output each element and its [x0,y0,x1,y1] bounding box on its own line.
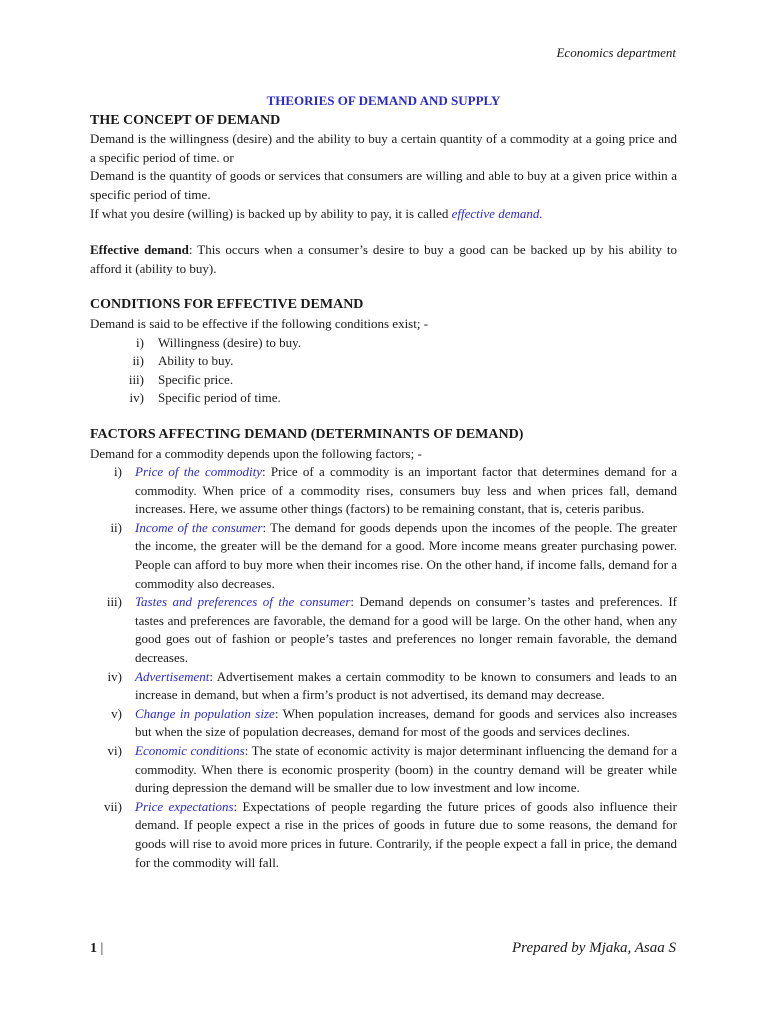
concept-effective-prefix: If what you desire (willing) is backed up by ability to pay, it is called [90,205,452,221]
list-item-text: Ability to buy. [158,353,234,369]
page-number-separator: | [97,941,104,956]
factors-intro: Demand for a commodity depends upon the following factors; - [90,445,422,461]
factor-item [90,463,677,519]
list-item-text: Willingness (desire) to buy. [158,334,302,350]
factor-number: iv) [107,668,122,684]
list-item-number: iv) [129,390,144,406]
list-item [90,352,677,371]
factor-number: ii) [110,519,122,535]
effective-demand-bold: Effective demand [90,242,189,258]
conditions-list [90,334,677,408]
effective-demand-term: effective demand. [451,205,543,221]
document-body [90,92,677,872]
list-item-number: ii) [132,353,144,369]
concept-effective-line [90,205,677,224]
factor-description: : Expectations of people regarding the future prices of goods also influence their demand. If people expect a rise in the prices of goods in future due to some reasons, the demand for goods will rise to avoid more prices in future. Contrarily, if the people expect a fall in price, the demand for the commodity will fall. [135,798,677,870]
factor-item [90,742,677,798]
list-item-text: Specific period of time. [158,390,281,406]
factor-item [90,593,677,667]
factor-description: : When population increases, demand for goods and services also increases but when the size of population decreases, demand for most of the goods and services declines. [135,705,678,740]
concept-definition-1: Demand is the willingness (desire) and the ability to buy a certain quantity of a commodity at a going price and a specific period of time. or [90,131,677,165]
effective-demand-paragraph [90,241,677,278]
factor-term: Price of the commodity [135,464,262,480]
document-title: THEORIES OF DEMAND AND SUPPLY [266,93,501,108]
factor-item [90,519,677,593]
list-item [90,334,677,353]
list-item-number: iii) [128,371,144,387]
factor-text [135,742,677,798]
header-department: Economics department [556,45,676,60]
factor-term: Advertisement [135,668,210,684]
factor-number: v) [111,705,122,721]
factor-number: vii) [103,798,122,814]
factors-list [90,463,677,872]
spacer [90,223,677,241]
factor-description: : Price of a commodity is an important factor that determines demand for a commodity. When price of a commodity rises, consumers buy less and when prices fall, demand increases. Here, we assume other things (factors) to be remaining constant, that is, ceteris paribus. [135,464,678,517]
concept-definition-2: Demand is the quantity of goods or services that consumers are willing and able to buy at a given price within a specific period of time. [90,168,677,202]
factor-description: : Advertisement makes a certain commodity to be known to consumers and leads to an increase in demand, but when a firm’s product is not advertised, its demand may decrease. [135,668,677,703]
concept-heading: THE CONCEPT OF DEMAND [90,112,281,128]
factor-text [135,519,677,593]
page-number [90,941,103,957]
conditions-heading: CONDITIONS FOR EFFECTIVE DEMAND [90,297,364,313]
list-item-number: i) [136,334,144,350]
factor-number: i) [114,464,122,480]
spacer [90,408,677,426]
spacer [90,278,677,296]
list-item [90,371,677,390]
factor-description: : The demand for goods depends upon the incomes of the people. The greater the income, the greater will be the demand for a good. More income means greater purchasing power. People can afford to buy more when their incomes rise. On the other hand, if income falls, demand for a commodity also decreases. [135,519,677,591]
factor-text [135,668,677,705]
list-item [90,389,677,408]
factor-text [135,798,677,872]
effective-demand-text: : This occurs when a consumer’s desire to buy a good can be backed up by his ability to afford it (ability to buy). [90,242,677,276]
page-number-value: 1 [90,941,97,956]
factor-term: Price expectations [135,798,234,814]
factor-term: Change in population size [135,705,275,721]
factor-number: vi) [107,743,122,758]
factor-term: Income of the consumer [135,519,263,535]
factor-term: Economic conditions [135,743,245,758]
footer-author: Prepared by Mjaka, Asaa S [512,940,676,956]
factor-item [90,705,677,742]
factors-heading: FACTORS AFFECTING DEMAND (DETERMINANTS OF DEMAND) [90,426,524,442]
factor-description: : Demand depends on consumer’s tastes and preferences. If tastes and preferences are favorable, the demand for a good will be large. On the other hand, when any good goes out of fashion or people’s tastes and preferences no longer remain favorable, the demand decreases. [135,594,677,666]
factor-description: : The state of economic activity is major determinant influencing the demand for a commodity. When there is economic prosperity (boom) in the country demand will be greater while during depression the demand will be smaller due to low investment and low income. [135,743,677,796]
conditions-intro: Demand is said to be effective if the following conditions exist; - [90,315,429,331]
factor-text [135,705,677,742]
factor-term: Tastes and preferences of the consumer [135,594,351,610]
factor-item [90,798,677,872]
list-item-text: Specific price. [158,371,234,387]
factor-item [90,668,677,705]
factor-text [135,463,677,519]
factor-number: iii) [106,594,122,610]
factor-text [135,593,677,667]
